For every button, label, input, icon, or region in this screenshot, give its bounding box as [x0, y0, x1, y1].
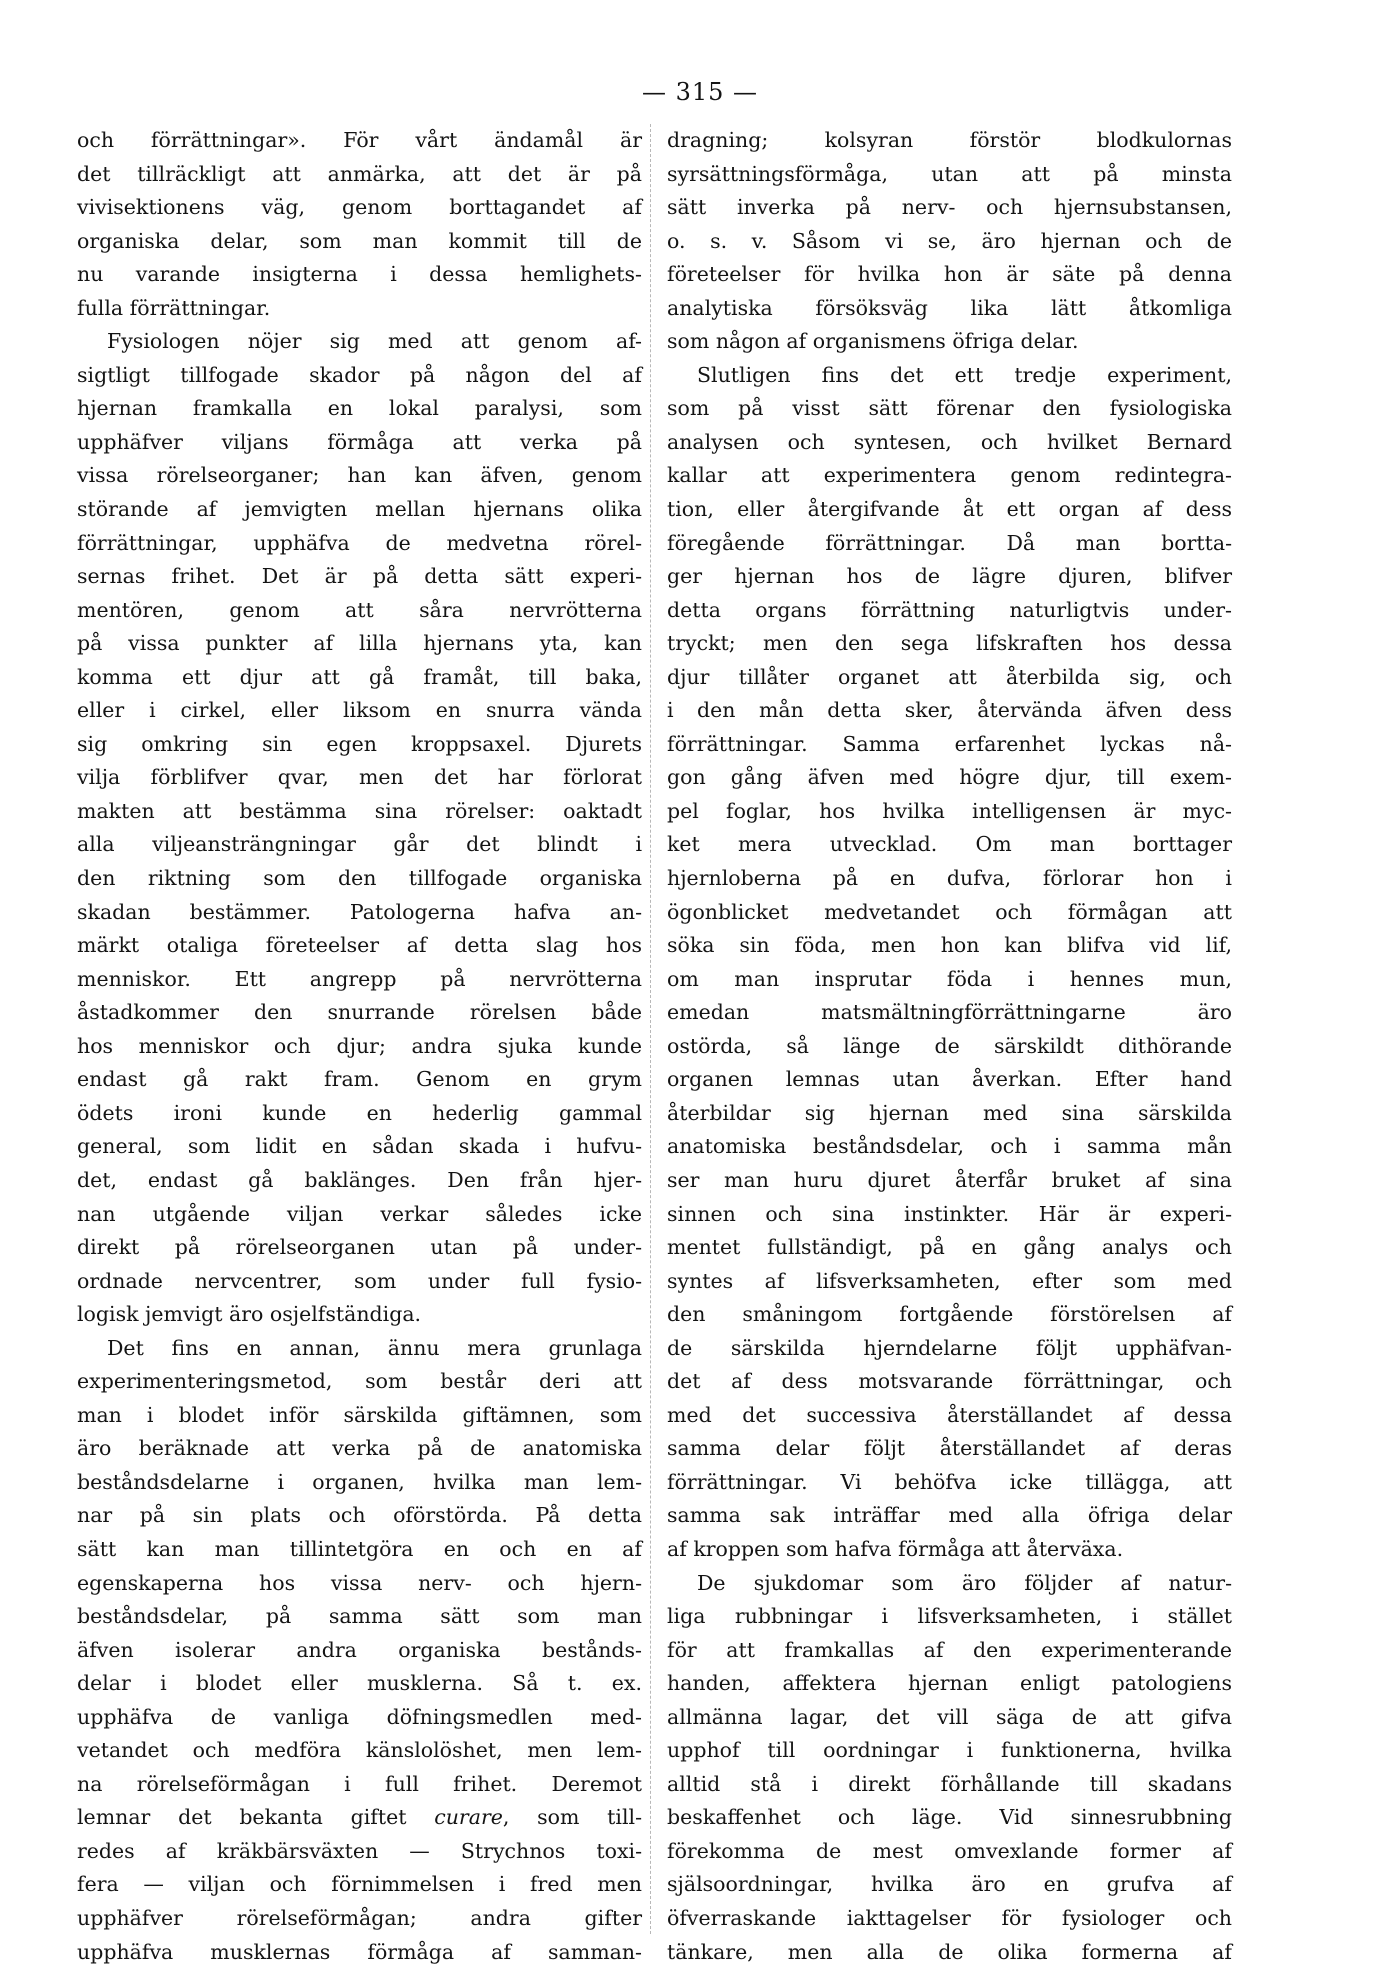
- text-line: förekomma de mest omvexlande former af: [667, 1838, 1232, 1863]
- text-line: analysen och syntesen, och hvilket Bernard: [667, 429, 1232, 454]
- text-line: af kroppen som hafva förmåga att återväxa.: [667, 1536, 1124, 1561]
- text-line: fulla förrättningar.: [77, 295, 271, 320]
- text-line: öfverraskande iakttagelser för fysiologer och: [667, 1905, 1232, 1930]
- text-line: skadan bestämmer. Patologerna hafva an-: [77, 899, 642, 924]
- text-line: nan utgående viljan verkar således icke: [77, 1201, 642, 1226]
- text-line: sig omkring sin egen kroppsaxel. Djurets: [77, 731, 642, 756]
- text-line: upphäfva musklernas förmåga af samman-: [77, 1939, 642, 1964]
- text-line: tion, eller återgifvande åt ett organ af dess: [667, 497, 1232, 522]
- text-line: ser man huru djuret återfår bruket af sina: [667, 1167, 1232, 1192]
- text-line: direkt på rörelseorganen utan på under-: [77, 1235, 642, 1260]
- text-line: märkt otaliga företeelser af detta slag hos: [77, 933, 642, 958]
- text-line: komma ett djur att gå framåt, till baka,: [77, 664, 642, 689]
- right-column: [667, 124, 1232, 1969]
- text-line: experimenteringsmetod, som består deri att: [77, 1369, 642, 1394]
- text-line: sernas frihet. Det är på detta sätt experi-: [77, 564, 642, 589]
- text-line: sigtligt tillfogade skador på någon del af: [77, 362, 642, 387]
- text-line: nar på sin plats och oförstörda. På detta: [77, 1503, 642, 1528]
- text-line: förrättningar. Samma erfarenhet lyckas nå-: [667, 731, 1232, 756]
- text-line: den riktning som den tillfogade organiska: [77, 866, 642, 891]
- text-line: som någon af organismens öfriga delar.: [667, 329, 1079, 354]
- text-line: som på visst sätt förenar den fysiologiska: [667, 396, 1232, 421]
- text-line: analytiska försöksväg lika lätt åtkomliga: [667, 295, 1232, 320]
- text-line: egenskaperna hos vissa nerv- och hjern-: [77, 1570, 642, 1595]
- text-line: ket mera utvecklad. Om man borttager: [667, 832, 1232, 857]
- text-line: anatomiska beståndsdelar, och i samma mån: [667, 1134, 1232, 1159]
- text-line: för att framkallas af den experimenterande: [667, 1637, 1232, 1662]
- text-line: allmänna lagar, det vill säga de att gifva: [667, 1704, 1232, 1729]
- text-line: vilja förblifver qvar, men det har förlorat: [77, 765, 642, 790]
- text-line: upphäfver viljans förmåga att verka på: [77, 429, 642, 454]
- page-number: — 315 —: [641, 78, 759, 106]
- text-line: den småningom fortgående förstörelsen af: [667, 1302, 1232, 1327]
- text-line: med det successiva återställandet af dessa: [667, 1402, 1232, 1427]
- paragraph-start-line: Slutligen fins det ett tredje experiment,: [697, 362, 1232, 387]
- text-line: alltid stå i direkt förhållande till skadans: [667, 1771, 1232, 1796]
- text-line: i den mån detta sker, återvända äfven dess: [667, 698, 1232, 723]
- text-line: mentet fullständigt, på en gång analys och: [667, 1235, 1232, 1260]
- text-line: samma sak inträffar med alla öfriga delar: [667, 1503, 1232, 1528]
- paragraph-start-line: Det fins en annan, ännu mera grunlaga: [107, 1335, 642, 1360]
- text-line: upphäfver rörelseförmågan; andra gifter: [77, 1905, 642, 1930]
- text-line: äfven isolerar andra organiska bestånds-: [77, 1637, 642, 1662]
- text-line: beståndsdelar, på samma sätt som man: [77, 1604, 642, 1629]
- text-line: man i blodet inför särskilda giftämnen, som: [77, 1402, 642, 1427]
- text-line: organiska delar, som man kommit till de: [77, 228, 642, 253]
- text-line: själsoordningar, hvilka äro en grufva af: [667, 1872, 1232, 1897]
- text-line: vissa rörelseorganer; han kan äfven, genom: [77, 463, 642, 488]
- text-line: ger hjernan hos de lägre djuren, blifver: [667, 564, 1232, 589]
- text-line: ödets ironi kunde en hederlig gammal: [77, 1100, 642, 1125]
- text-line: kallar att experimentera genom redintegra-: [667, 463, 1232, 488]
- text-line: dragning; kolsyran förstör blodkulornas: [667, 128, 1232, 152]
- text-line: upphof till oordningar i funktionerna, hvilka: [667, 1738, 1232, 1763]
- text-line: åstadkommer den snurrande rörelsen både: [77, 1000, 642, 1025]
- text-line: sinnen och sina instinkter. Här är experi-: [667, 1201, 1232, 1226]
- text-line: samma delar följt återställandet af deras: [667, 1436, 1232, 1461]
- text-line: menniskor. Ett angrepp på nervrötterna: [77, 966, 642, 991]
- text-line: äro beräknade att verka på de anatomiska: [77, 1436, 642, 1461]
- text-line: störande af jemvigten mellan hjernans olika: [77, 497, 642, 522]
- text-line: söka sin föda, men hon kan blifva vid lif,: [667, 933, 1232, 958]
- paragraph-start-line: De sjukdomar som äro följder af natur-: [697, 1570, 1232, 1595]
- text-line: o. s. v. Såsom vi se, äro hjernan och de: [667, 228, 1232, 253]
- text-line: ordnade nervcentrer, som under full fysio-: [77, 1268, 642, 1293]
- text-line: sätt kan man tillintetgöra en och en af: [77, 1536, 642, 1561]
- text-line: upphäfva de vanliga döfningsmedlen med-: [77, 1704, 642, 1729]
- text-line: vivisektionens väg, genom borttagandet af: [77, 195, 642, 220]
- text-line: vetandet och medföra känslolöshet, men lem-: [77, 1738, 642, 1763]
- text-line: återbildar sig hjernan med sina särskilda: [667, 1100, 1232, 1125]
- text-line: general, som lidit en sådan skada i hufvu-: [77, 1134, 642, 1159]
- text-line: på vissa punkter af lilla hjernans yta, kan: [77, 631, 642, 656]
- text-line: ögonblicket medvetandet och förmågan att: [667, 899, 1232, 924]
- text-line: hjernloberna på en dufva, förlorar hon i: [667, 866, 1232, 891]
- text-line: syntes af lifsverksamheten, efter som med: [667, 1268, 1232, 1293]
- text-line: förrättningar, upphäfva de medvetna rörel-: [77, 530, 642, 555]
- italic-term: curare: [434, 1805, 503, 1830]
- text-line: endast gå rakt fram. Genom en grym: [77, 1067, 642, 1092]
- text-line: alla viljeansträngningar går det blindt i: [77, 832, 642, 857]
- text-line: tryckt; men den sega lifskraften hos dessa: [667, 631, 1232, 656]
- text-line: syrsättningsförmåga, utan att på minsta: [667, 161, 1232, 186]
- text-line: det tillräckligt att anmärka, att det är på: [77, 161, 642, 186]
- text-line: förrättningar. Vi behöfva icke tillägga, att: [667, 1469, 1232, 1494]
- text-line: makten att bestämma sina rörelser: oaktadt: [77, 798, 642, 823]
- text-line: eller i cirkel, eller liksom en snurra vända: [77, 698, 642, 723]
- text-line: mentören, genom att såra nervrötterna: [77, 597, 642, 622]
- text-line: beskaffenhet och läge. Vid sinnesrubbning: [667, 1805, 1232, 1830]
- text-line: gon gång äfven med högre djur, till exem-: [667, 765, 1232, 790]
- text-line: detta organs förrättning naturligtvis under-: [667, 597, 1232, 622]
- text-line: föregående förrättningar. Då man bortta-: [667, 530, 1232, 555]
- text-line: pel foglar, hos hvilka intelligensen är myc-: [667, 798, 1232, 823]
- text-line: tänkare, men alla de olika formerna af: [667, 1939, 1232, 1964]
- text-line: det af dess motsvarande förrättningar, och: [667, 1369, 1232, 1394]
- text-line: beståndsdelarne i organen, hvilka man lem-: [77, 1469, 642, 1494]
- text-line: liga rubbningar i lifsverksamheten, i stället: [667, 1604, 1232, 1629]
- text-line: sätt inverka på nerv- och hjernsubstansen,: [667, 195, 1232, 220]
- text-line: hjernan framkalla en lokal paralysi, som: [77, 396, 642, 421]
- text-line: delar i blodet eller musklerna. Så t. ex.: [77, 1671, 642, 1696]
- text-line: handen, affektera hjernan enligt patologiens: [667, 1671, 1232, 1696]
- text-line: och förrättningar». För vårt ändamål är: [77, 128, 642, 152]
- text-line: redes af kräkbärsväxten — Strychnos toxi-: [77, 1838, 642, 1863]
- paragraph-start-line: Fysiologen nöjer sig med att genom af-: [107, 329, 642, 354]
- text-line: det, endast gå baklänges. Den från hjer-: [77, 1167, 642, 1192]
- text-line: nu varande insigterna i dessa hemlighets-: [77, 262, 642, 287]
- text-line: de särskilda hjerndelarne följt upphäfvan-: [667, 1335, 1232, 1360]
- left-column: [77, 124, 642, 1969]
- text-line: hos menniskor och djur; andra sjuka kunde: [77, 1033, 642, 1058]
- text-line: na rörelseförmågan i full frihet. Deremot: [77, 1771, 642, 1796]
- text-line: organen lemnas utan åverkan. Efter hand: [667, 1067, 1232, 1092]
- text-line: om man insprutar föda i hennes mun,: [667, 966, 1232, 991]
- text-line: djur tillåter organet att återbilda sig, och: [667, 664, 1232, 689]
- column-divider: [650, 124, 651, 1934]
- text-line: logisk jemvigt äro osjelfständiga.: [77, 1302, 422, 1327]
- text-line: fera — viljan och förnimmelsen i fred men: [77, 1872, 642, 1897]
- text-line: företeelser för hvilka hon är säte på denna: [667, 262, 1232, 287]
- text-line: ostörda, så länge de särskildt dithörande: [667, 1033, 1232, 1058]
- text-line: emedan matsmältningförrättningarne äro: [667, 1000, 1232, 1025]
- text-line: lemnar det bekanta giftet curare, som till-: [77, 1805, 642, 1830]
